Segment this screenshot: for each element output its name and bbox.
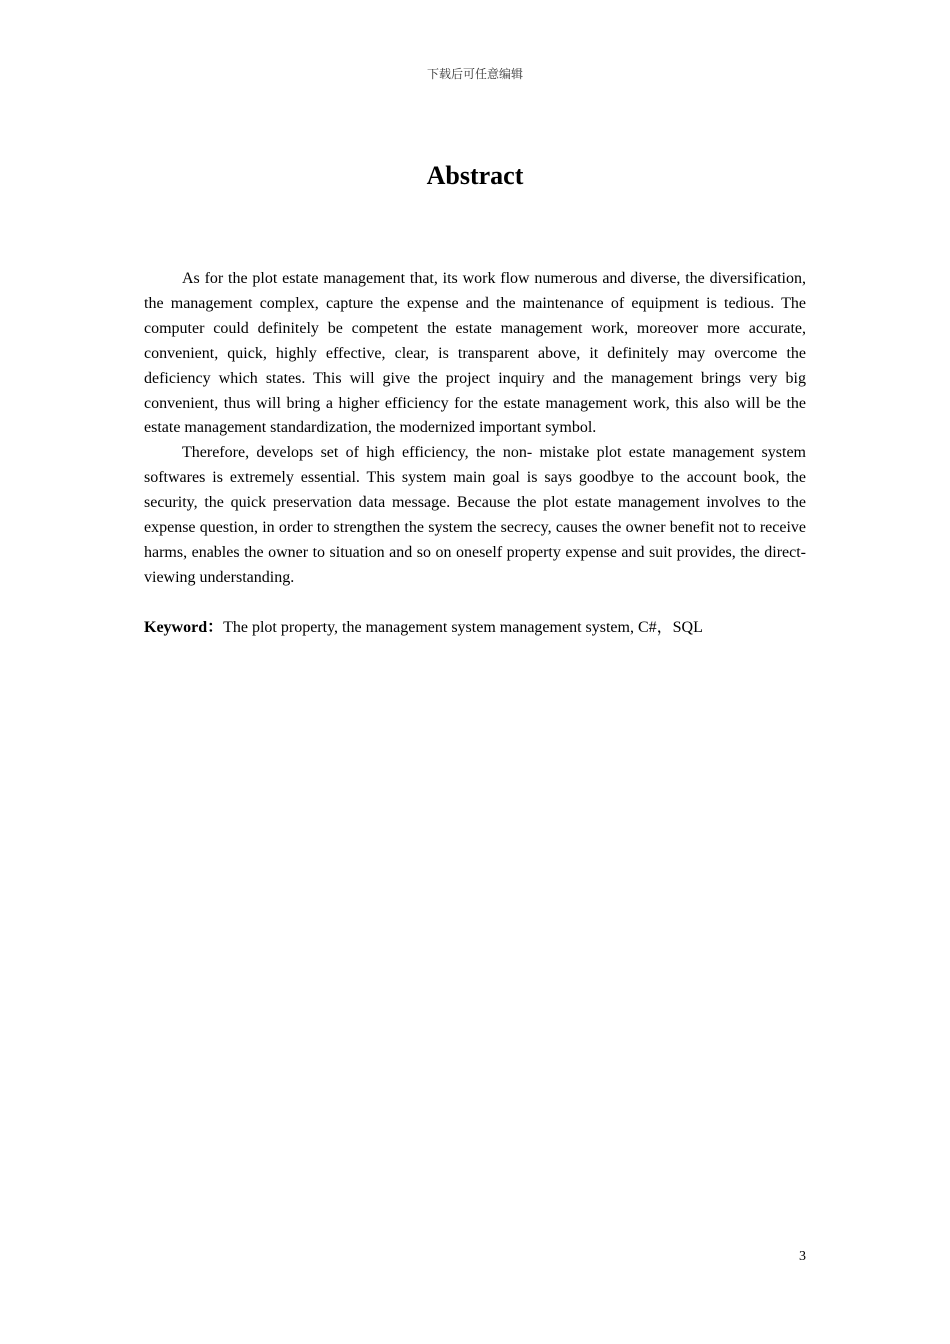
keywords-text: The plot property, the management system management system, C#，SQL — [223, 619, 703, 636]
document-title: Abstract — [426, 161, 524, 190]
page-number: 3 — [799, 1249, 806, 1264]
keywords-line — [144, 616, 806, 640]
keywords-label: Keyword： — [144, 619, 224, 636]
abstract-paragraph-2: Therefore, develops set of high efficiency, the non- mistake plot estate management system softwares is extremely essential. This system main goal is says goodbye to the account book, the security, the quick preservation data message. Because the plot estate management involves to the expense question, in order to strengthen the system the secrecy, causes the owner benefit not to receive harms, enables the owner to situation and so on oneself property expense and suit provides, the direct-viewing understanding. — [144, 444, 806, 586]
header-note: 下载后可任意编辑 — [426, 67, 523, 81]
abstract-body — [144, 267, 806, 591]
abstract-paragraph-1: As for the plot estate management that, its work flow numerous and diverse, the diversification, the management complex, capture the expense and the maintenance of equipment is tedious. The computer could definitely be competent the estate management work, moreover more accurate, convenient, quick, highly effective, clear, is transparent above, it definitely may overcome the deficiency which states. This will give the project inquiry and the management brings very big convenient, thus will bring a higher efficiency for the estate management work, this also will be the estate management standardization, the modernized important symbol. — [144, 270, 806, 437]
